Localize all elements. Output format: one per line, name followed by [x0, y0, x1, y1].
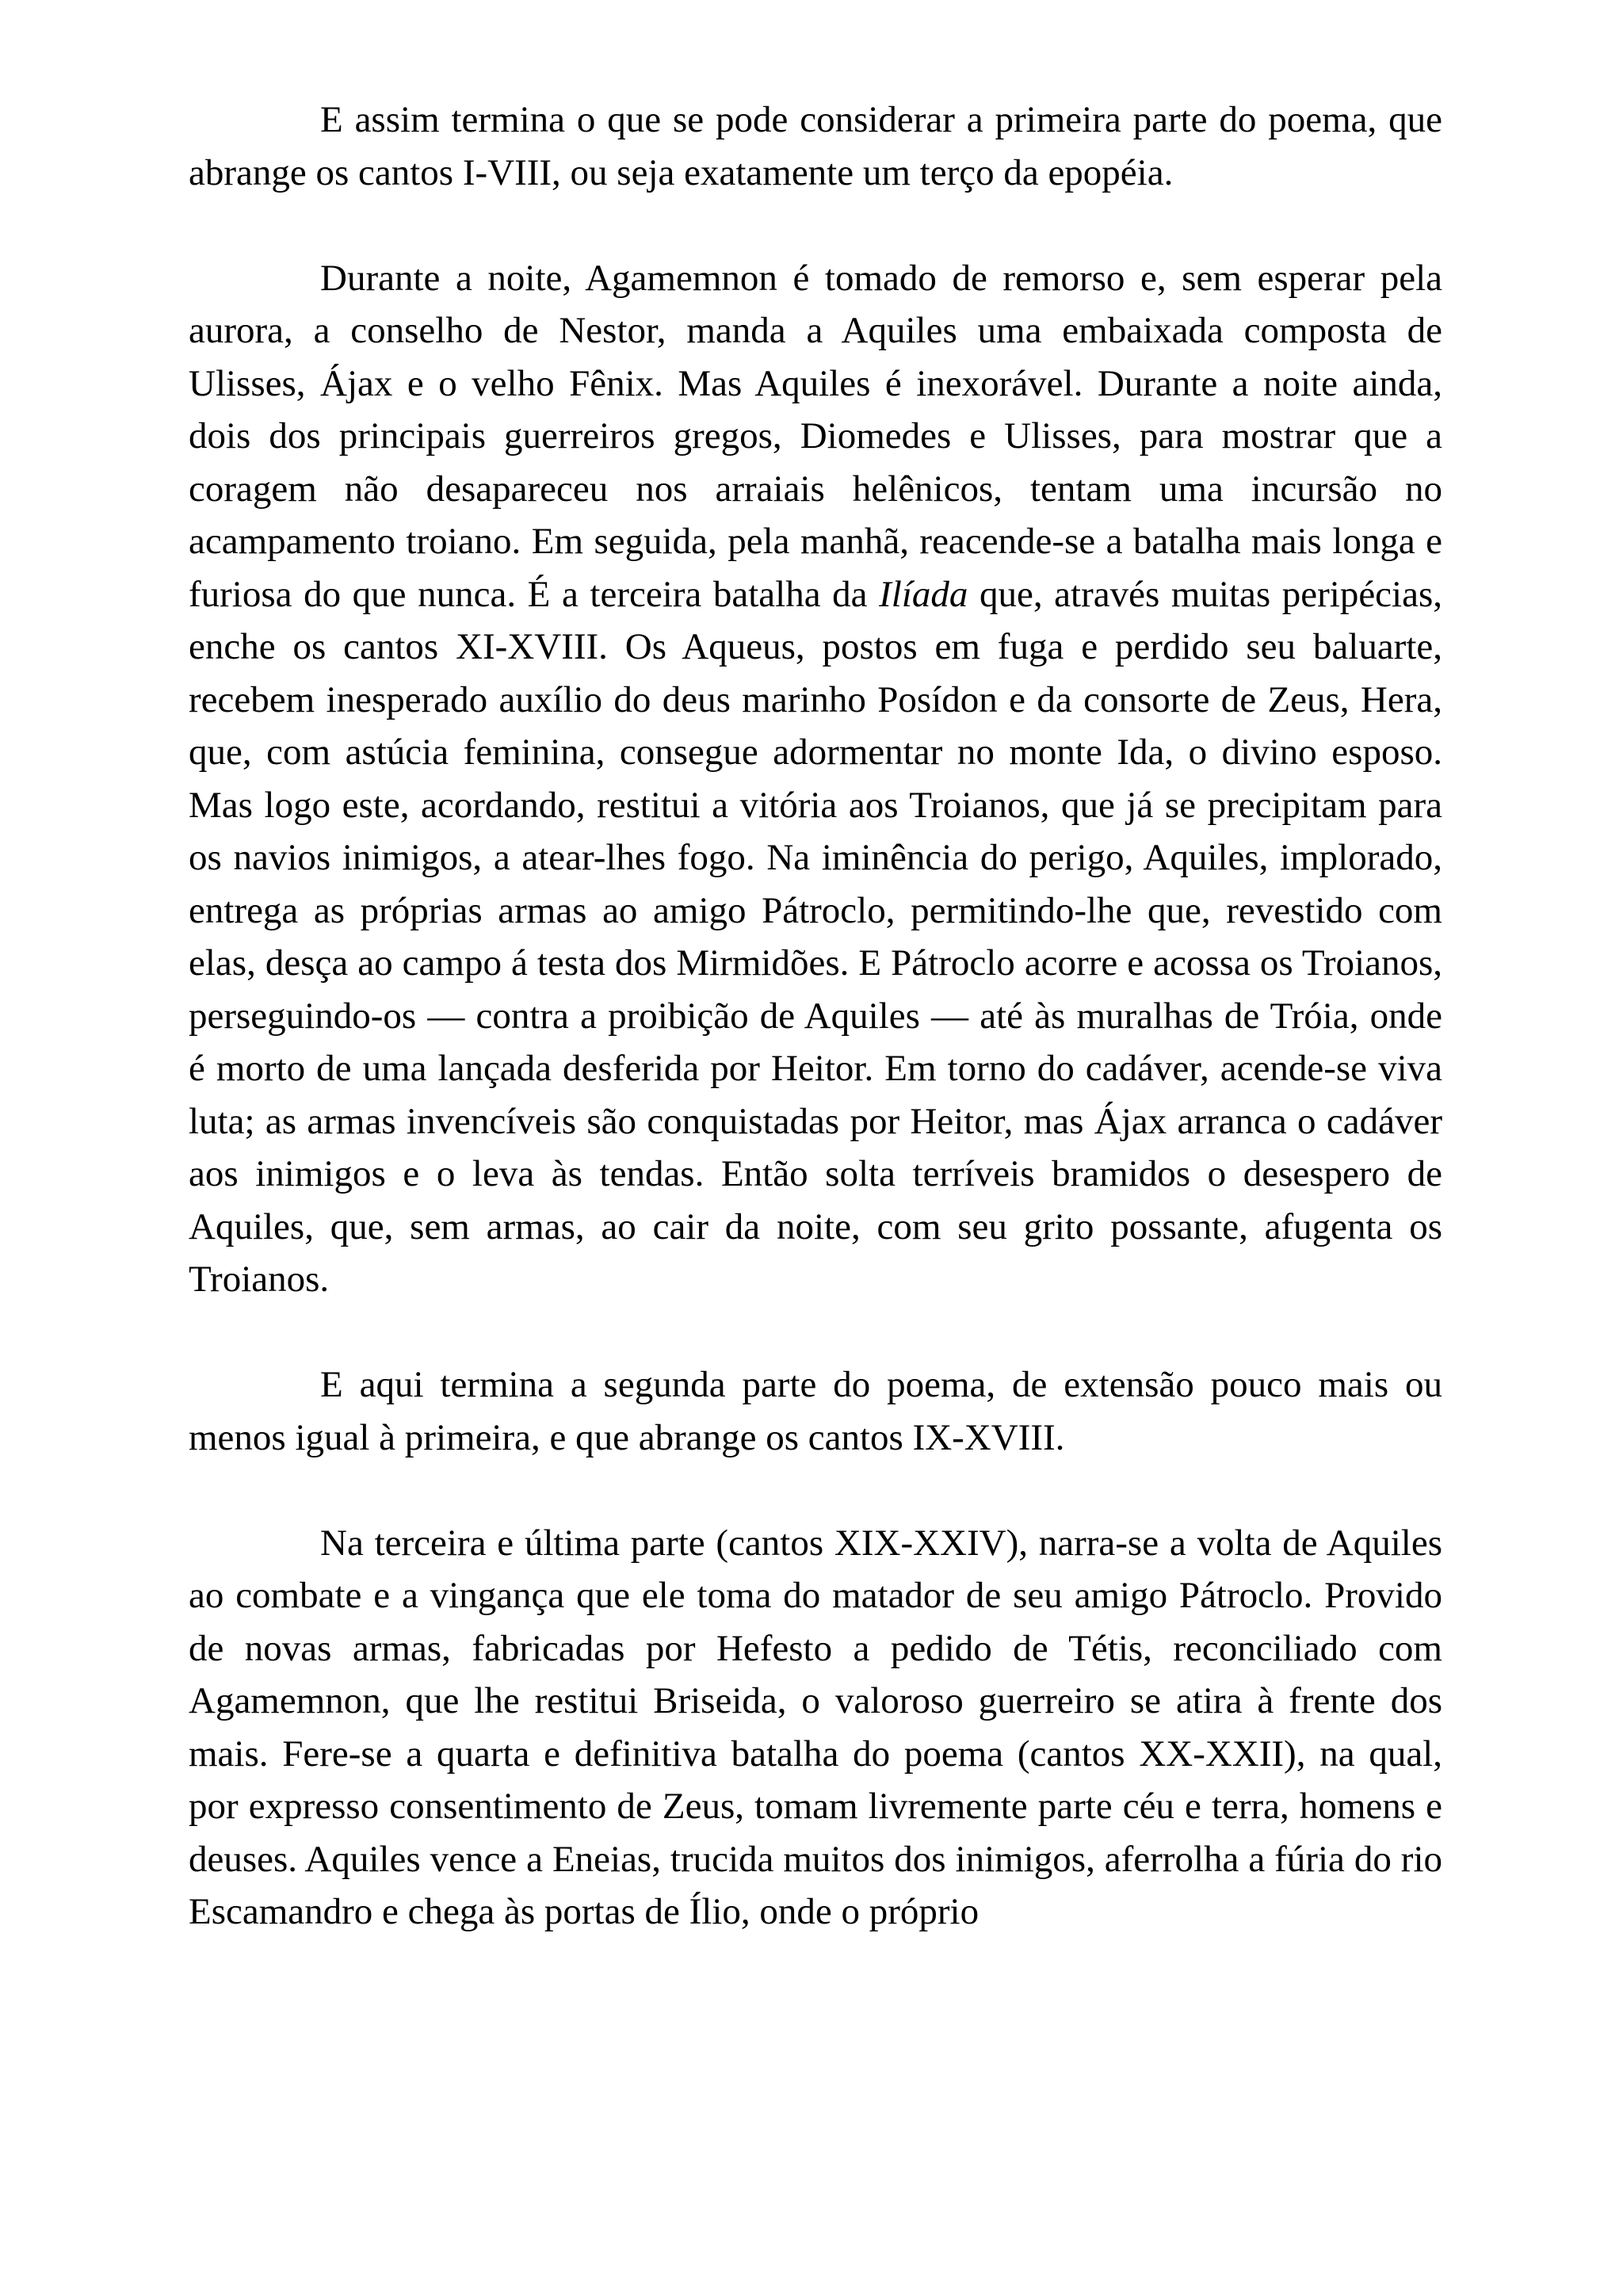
paragraph-text-segment: Durante a noite, Agamemnon é tomado de remorso e, sem esperar pela aurora, a conselho de Nestor, manda a Aquiles uma embaixada composta de Ulisses, Ájax e o velho Fênix. Mas Aquiles é inexorável. Durante a noite ainda, dois dos principais guerreiros gregos, Diomedes e Ulisses, para mostrar que a coragem não desapareceu nos arraiais helênicos, tentam uma incursão no acampamento troiano. Em seguida, pela manhã, reacende-se a batalha mais longa e furiosa do que nunca. É a terceira batalha da	[189, 257, 1442, 615]
document-page	[189, 94, 1442, 1939]
paragraph-third-part: Na terceira e última parte (cantos XIX-XXIV), narra-se a volta de Aquiles ao combate e a vingança que ele toma do matador de seu amigo Pátroclo. Provido de novas armas, fabricadas por Hefesto a pedido de Tétis, reconciliado com Agamemnon, que lhe restitui Briseida, o valoroso guerreiro se atira à frente dos mais. Fere-se a quarta e definitiva batalha do poema (cantos XX-XXII), na qual, por expresso consentimento de Zeus, tomam livremente parte céu e terra, homens e deuses. Aquiles vence a Eneias, trucida muitos dos inimigos, aferrolha a fúria do rio Escamandro e chega às portas de Ílio, onde o próprio	[189, 1522, 1442, 1932]
paragraph-first-part-end: E assim termina o que se pode considerar a primeira parte do poema, que abrange os cantos I-VIII, ou seja exatamente um terço da epopéia.	[189, 99, 1442, 193]
paragraph-second-part	[189, 252, 1442, 1306]
paragraph-second-part-end: E aqui termina a segunda parte do poema, de extensão pouco mais ou menos igual à primeira, e que abrange os cantos IX-XVIII.	[189, 1364, 1442, 1458]
paragraph-text-segment: que, através muitas peripécias, enche os cantos XI-XVIII. Os Aqueus, postos em fuga e perdido seu baluarte, recebem inesperado auxílio do deus marinho Posídon e da consorte de Zeus, Hera, que, com astúcia feminina, consegue adormentar no monte Ida, o divino esposo. Mas logo este, acordando, restitui a vitória aos Troianos, que já se precipitam para os navios inimigos, a atear-lhes fogo. Na iminência do perigo, Aquiles, implorado, entrega as próprias armas ao amigo Pátroclo, permitindo-lhe que, revestido com elas, desça ao campo á testa dos Mirmidões. E Pátroclo acorre e acossa os Troianos, perseguindo-os — contra a proibição de Aquiles — até às muralhas de Tróia, onde é morto de uma lançada desferida por Heitor. Em torno do cadáver, acende-se viva luta; as armas invencíveis são conquistadas por Heitor, mas Ájax arranca o cadáver aos inimigos e o leva às tendas. Então solta terríveis bramidos o desespero de Aquiles, que, sem armas, ao cair da noite, com seu grito possante, afugenta os Troianos.	[189, 573, 1442, 1300]
italic-title-iliada: Ilíada	[879, 573, 968, 615]
